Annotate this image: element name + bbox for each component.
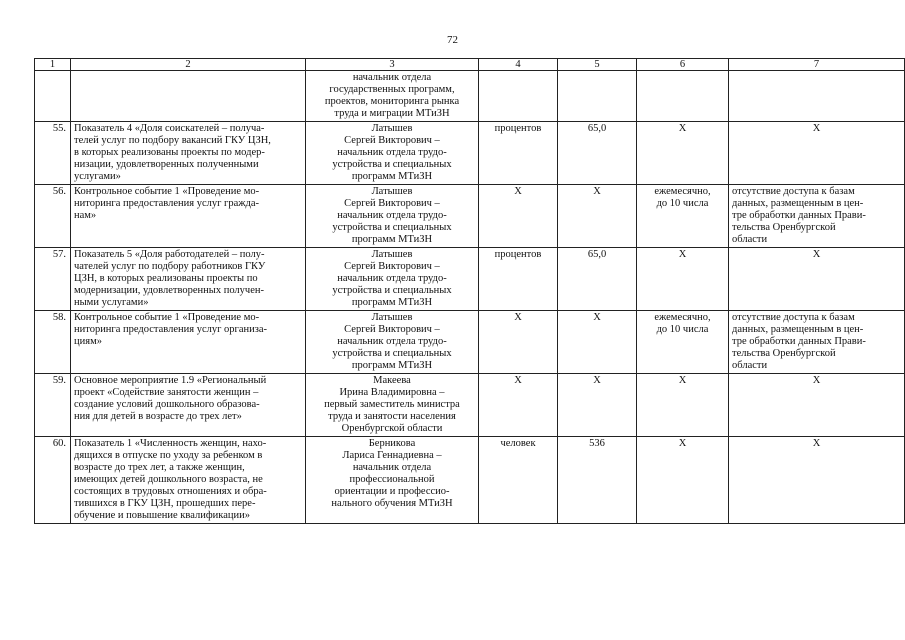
risk-cell (729, 122, 905, 185)
cell-line: области (732, 234, 768, 245)
cell-line: Показатель 4 «Доля соискателей – получа- (74, 123, 265, 134)
cell-text: процентов (494, 123, 542, 134)
row-number (35, 122, 71, 185)
item-name-cell (71, 122, 306, 185)
cell-line: тившихся в ГКУ ЦЗН, прошедших пере- (74, 498, 256, 509)
table-row (35, 311, 905, 374)
cell-line: Контрольное событие 1 «Проведение мо- (74, 186, 260, 197)
cell-line: программ МТиЗН (351, 171, 433, 182)
responsible-cell (306, 122, 479, 185)
cell-line: до 10 числа (656, 324, 709, 335)
unit-cell (479, 71, 558, 122)
cell-text: 55. (52, 123, 66, 134)
cell-line: начальник отдела трудо- (337, 210, 447, 221)
item-name-cell (71, 185, 306, 248)
value-cell (558, 311, 637, 374)
cell-line: начальник отдела (352, 72, 432, 83)
cell-line: имеющих детей дошкольного возраста, не (74, 474, 263, 485)
cell-text: 56. (52, 186, 66, 197)
cell-line: Берникова (368, 438, 416, 449)
table-row (35, 122, 905, 185)
cell-line: ниторинга предоставления услуг гражда- (74, 198, 260, 209)
cell-line: ния для детей в возрасте до трех лет» (74, 411, 242, 422)
table-header-row (35, 59, 905, 71)
period-cell (637, 437, 729, 524)
cell-line: Х (812, 249, 821, 260)
cell-line: Латышев (371, 123, 413, 134)
cell-line: в которых реализованы проекты по модер- (74, 147, 265, 158)
value-cell (558, 437, 637, 524)
cell-line: устройства и специальных (332, 285, 452, 296)
period-cell (637, 248, 729, 311)
risk-cell (729, 311, 905, 374)
item-name-cell (71, 248, 306, 311)
item-name-cell (71, 374, 306, 437)
cell-line: создание условий дошкольного образова- (74, 399, 260, 410)
cell-text: Х (593, 186, 601, 197)
cell-line: ежемесячно, (654, 312, 711, 323)
cell-line: возрасте до трех лет, а также женщин, (74, 462, 245, 473)
header-cell: 2 (71, 59, 306, 71)
cell-line: чателей услуг по подбору работников ГКУ (74, 261, 266, 272)
unit-cell (479, 185, 558, 248)
cell-line: устройства и специальных (332, 159, 452, 170)
cell-line: программ МТиЗН (351, 297, 433, 308)
cell-line: устройства и специальных (332, 348, 452, 359)
cell-text: Х (593, 375, 601, 386)
header-cell: 1 (35, 59, 71, 71)
responsible-cell (306, 71, 479, 122)
unit-cell (479, 122, 558, 185)
table-row (35, 185, 905, 248)
cell-line: Сергей Викторович – (344, 135, 440, 146)
page-number: 72 (447, 34, 458, 46)
cell-line: Контрольное событие 1 «Проведение мо- (74, 312, 260, 323)
unit-cell (479, 437, 558, 524)
document-table (34, 58, 905, 524)
table-row (35, 248, 905, 311)
row-number (35, 311, 71, 374)
risk-cell (729, 374, 905, 437)
unit-cell (479, 311, 558, 374)
table-row (35, 437, 905, 524)
cell-line: ными услугами» (74, 297, 149, 308)
cell-line: Ирина Владимировна – (339, 387, 445, 398)
risk-cell (729, 71, 905, 122)
responsible-cell (306, 248, 479, 311)
cell-text: Х (514, 375, 522, 386)
cell-line: тельства Оренбургской (732, 222, 836, 233)
cell-line: Латышев (371, 186, 413, 197)
cell-line: телей услуг по подбору вакансий ГКУ ЦЗН, (74, 135, 271, 146)
item-name-cell (71, 437, 306, 524)
cell-line: начальник отдела трудо- (337, 147, 447, 158)
header-cell: 7 (729, 59, 905, 71)
cell-line: циям» (74, 336, 102, 347)
cell-line: ниторинга предоставления услуг организа- (74, 324, 268, 335)
cell-line: данных, размещенным в цен- (732, 324, 864, 335)
cell-line: Сергей Викторович – (344, 261, 440, 272)
responsible-cell (306, 185, 479, 248)
cell-line: Х (812, 123, 821, 134)
cell-line: обучение и повышение квалификации» (74, 510, 250, 521)
row-number (35, 374, 71, 437)
header-cell: 4 (479, 59, 558, 71)
cell-line: труда и занятости населения (328, 411, 456, 422)
period-cell (637, 71, 729, 122)
cell-line: нального обучения МТиЗН (331, 498, 453, 509)
cell-line: программ МТиЗН (351, 360, 433, 371)
cell-text: Х (514, 186, 522, 197)
cell-line: ориентации и профессио- (334, 486, 450, 497)
cell-line: тре обработки данных Прави- (732, 210, 866, 221)
cell-line: начальник отдела (352, 462, 432, 473)
cell-line: проектов, мониторинга рынка (324, 96, 460, 107)
cell-line: начальник отдела трудо- (337, 336, 447, 347)
unit-cell (479, 374, 558, 437)
cell-line: состоящих в трудовых отношениях и обра- (74, 486, 267, 497)
responsible-cell (306, 437, 479, 524)
cell-text: 65,0 (587, 249, 607, 260)
cell-text: процентов (494, 249, 542, 260)
cell-line: ежемесячно, (654, 186, 711, 197)
table-row (35, 71, 905, 122)
cell-line: Латышев (371, 249, 413, 260)
cell-line: данных, размещенным в цен- (732, 198, 864, 209)
cell-line: нам» (74, 210, 97, 221)
cell-line: Сергей Викторович – (344, 198, 440, 209)
item-name-cell (71, 71, 306, 122)
value-cell (558, 185, 637, 248)
cell-text: 59. (52, 375, 66, 386)
cell-line: Х (678, 375, 687, 386)
risk-cell (729, 437, 905, 524)
row-number (35, 248, 71, 311)
table-row (35, 374, 905, 437)
cell-text: 60. (52, 438, 66, 449)
cell-line: до 10 числа (656, 198, 709, 209)
cell-line: Показатель 1 «Численность женщин, нахо- (74, 438, 267, 449)
cell-text: 65,0 (587, 123, 607, 134)
cell-text: Х (514, 312, 522, 323)
value-cell (558, 374, 637, 437)
period-cell (637, 122, 729, 185)
value-cell (558, 248, 637, 311)
cell-line: Латышев (371, 312, 413, 323)
risk-cell (729, 185, 905, 248)
row-number (35, 185, 71, 248)
cell-line: модернизации, удовлетворенных получен- (74, 285, 264, 296)
cell-line: начальник отдела трудо- (337, 273, 447, 284)
cell-line: низации, удовлетворенных полученными (74, 159, 259, 170)
cell-line: Х (678, 249, 687, 260)
cell-line: Х (812, 375, 821, 386)
cell-text: человек (500, 438, 536, 449)
header-cell: 3 (306, 59, 479, 71)
cell-line: Х (678, 123, 687, 134)
cell-line: Х (812, 438, 821, 449)
cell-text: 58. (52, 312, 66, 323)
cell-line: Основное мероприятие 1.9 «Региональный (74, 375, 267, 386)
cell-line: дящихся в отпуске по уходу за ребенком в (74, 450, 263, 461)
cell-line: Сергей Викторович – (344, 324, 440, 335)
value-cell (558, 71, 637, 122)
cell-line: области (732, 360, 768, 371)
unit-cell (479, 248, 558, 311)
cell-line: Лариса Геннадиевна – (342, 450, 442, 461)
cell-line: отсутствие доступа к базам (732, 312, 855, 323)
cell-line: ЦЗН, в которых реализованы проекты по (74, 273, 258, 284)
header-cell: 6 (637, 59, 729, 71)
risk-cell (729, 248, 905, 311)
header-cell: 5 (558, 59, 637, 71)
cell-text: 57. (52, 249, 66, 260)
value-cell (558, 122, 637, 185)
period-cell (637, 311, 729, 374)
responsible-cell (306, 311, 479, 374)
cell-line: программ МТиЗН (351, 234, 433, 245)
cell-line: услугами» (74, 171, 121, 182)
responsible-cell (306, 374, 479, 437)
cell-line: первый заместитель министра (324, 399, 460, 410)
cell-line: устройства и специальных (332, 222, 452, 233)
cell-line: Х (678, 438, 687, 449)
cell-line: труда и миграции МТиЗН (334, 108, 450, 119)
cell-line: Оренбургской области (341, 423, 443, 434)
cell-line: проект «Содействие занятости женщин – (74, 387, 259, 398)
cell-line: тельства Оренбургской (732, 348, 836, 359)
period-cell (637, 185, 729, 248)
cell-text: 536 (589, 438, 605, 449)
cell-line: Макеева (373, 375, 411, 386)
cell-line: государственных программ, (329, 84, 455, 95)
row-number (35, 71, 71, 122)
cell-line: Показатель 5 «Доля работодателей – полу- (74, 249, 265, 260)
cell-text: Х (593, 312, 601, 323)
cell-line: профессиональной (349, 474, 435, 485)
cell-line: тре обработки данных Прави- (732, 336, 866, 347)
item-name-cell (71, 311, 306, 374)
row-number (35, 437, 71, 524)
cell-line: отсутствие доступа к базам (732, 186, 855, 197)
period-cell (637, 374, 729, 437)
